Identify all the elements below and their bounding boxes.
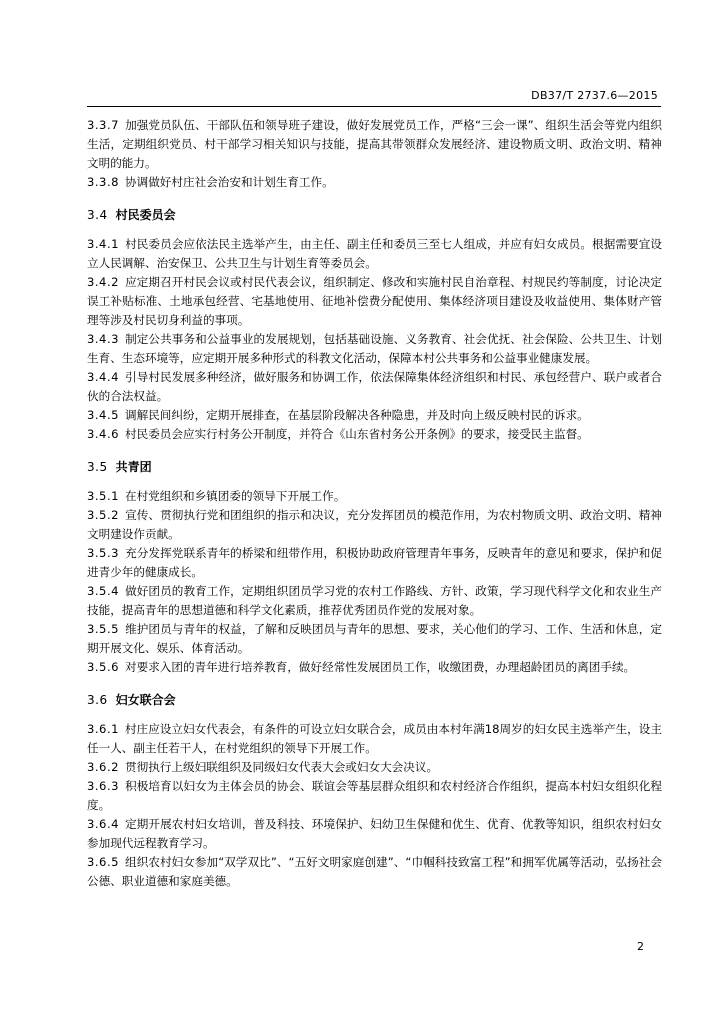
clause-paragraph [87, 658, 662, 677]
clause-paragraph [87, 853, 662, 891]
clause-text: 贯彻执行上级妇联组织及同级妇女代表大会或妇女大会决议。 [125, 760, 439, 774]
clause-text: 调解民间纠纷，定期开展排查，在基层阶段解决各种隐患，并及时向上级反映村民的诉求。 [125, 408, 589, 422]
document-id: DB37/T 2737.6—2015 [531, 89, 658, 102]
clause-number: 3.3.7 [87, 118, 119, 132]
clause-text: 积极培育以妇女为主体会员的协会、联谊会等基层群众组织和农村经济合作组织，提高本村妇女组织化程度。 [87, 779, 662, 812]
clause-number: 3.4.5 [87, 408, 119, 422]
section-number: 3.6 [87, 693, 108, 707]
clause-paragraph [87, 173, 662, 192]
clause-text: 加强党员队伍、干部队伍和领导班子建设，做好发展党员工作，严格“三会一课”、组织生活会等党内组织生活，定期组织党员、村干部学习相关知识与技能，提高其带领群众发展经济、建设物质文明、政治文明、精神文明的能力。 [87, 118, 662, 170]
clause-text: 定期开展农村妇女培训，普及科技、环境保护、妇幼卫生保健和优生、优育、优教等知识，组织农村妇女参加现代远程教育学习。 [87, 817, 662, 850]
clause-paragraph [87, 815, 662, 853]
clause-paragraph [87, 330, 662, 368]
document-body [87, 116, 662, 891]
section-title: 共青团 [115, 460, 152, 474]
clause-number: 3.4.3 [87, 332, 119, 346]
clause-paragraph [87, 235, 662, 273]
section-number: 3.5 [87, 460, 108, 474]
clause-text: 宣传、贯彻执行党和团组织的指示和决议，充分发挥团员的模范作用，为农村物质文明、政治文明、精神文明建设作贡献。 [87, 508, 662, 541]
clause-number: 3.4.1 [87, 237, 119, 251]
section-title: 村民委员会 [115, 208, 176, 222]
clause-paragraph [87, 425, 662, 444]
clause-text: 组织农村妇女参加“双学双比”、“五好文明家庭创建”、“巾帼科技致富工程”和拥军优属等活动，弘扬社会公德、职业道德和家庭美德。 [87, 855, 662, 888]
clause-paragraph [87, 620, 662, 658]
clause-number: 3.5.2 [87, 508, 119, 522]
clause-paragraph [87, 720, 662, 758]
section-heading [87, 458, 662, 477]
clause-number: 3.5.3 [87, 546, 119, 560]
page-number: 2 [637, 940, 644, 953]
clause-number: 3.4.4 [87, 370, 119, 384]
clause-number: 3.5.5 [87, 622, 119, 636]
section-heading [87, 206, 662, 225]
clause-number: 3.4.2 [87, 275, 119, 289]
section-number: 3.4 [87, 208, 108, 222]
clause-paragraph [87, 506, 662, 544]
clause-paragraph [87, 368, 662, 406]
clause-text: 在村党组织和乡镇团委的领导下开展工作。 [125, 489, 346, 503]
header-rule [87, 106, 661, 107]
clause-number: 3.6.2 [87, 760, 119, 774]
clause-text: 村民委员会应依法民主选举产生，由主任、副主任和委员三至七人组成，并应有妇女成员。根据需要宜设立人民调解、治安保卫、公共卫生与计划生育等委员会。 [87, 237, 662, 270]
clause-number: 3.6.5 [87, 855, 119, 869]
clause-paragraph [87, 273, 662, 330]
clause-number: 3.3.8 [87, 175, 119, 189]
clause-text: 维护团员与青年的权益，了解和反映团员与青年的思想、要求，关心他们的学习、工作、生活和休息，定期开展文化、娱乐、体育活动。 [87, 622, 662, 655]
clause-text: 充分发挥党联系青年的桥梁和纽带作用，积极协助政府管理青年事务，反映青年的意见和要求，保护和促进青少年的健康成长。 [87, 546, 662, 579]
clause-number: 3.6.3 [87, 779, 119, 793]
clause-paragraph [87, 758, 662, 777]
clause-text: 制定公共事务和公益事业的发展规划，包括基础设施、义务教育、社会优抚、社会保险、公共卫生、计划生育、生态环境等，应定期开展多种形式的科教文化活动，保障本村公共事务和公益事业健康发展。 [87, 332, 662, 365]
clause-number: 3.5.4 [87, 584, 119, 598]
clause-text: 引导村民发展多种经济，做好服务和协调工作，依法保障集体经济组织和村民、承包经营户、联户或者合伙的合法权益。 [87, 370, 662, 403]
clause-number: 3.4.6 [87, 427, 119, 441]
clause-text: 做好团员的教育工作，定期组织团员学习党的农村工作路线、方针、政策，学习现代科学文化和农业生产技能，提高青年的思想道德和科学文化素质，推荐优秀团员作党的发展对象。 [87, 584, 662, 617]
clause-paragraph [87, 406, 662, 425]
clause-text: 村庄应设立妇女代表会，有条件的可设立妇女联合会，成员由本村年满18周岁的妇女民主选举产生，设主任一人、副主任若干人，在村党组织的领导下开展工作。 [87, 722, 662, 755]
clause-number: 3.5.1 [87, 489, 119, 503]
clause-text: 应定期召开村民会议或村民代表会议，组织制定、修改和实施村民自治章程、村规民约等制度，讨论决定误工补贴标准、土地承包经营、宅基地使用、征地补偿费分配使用、集体经济项目建设及收益使用、集体财产管理等涉及村民切身利益的事项。 [87, 275, 662, 327]
clause-text: 村民委员会应实行村务公开制度，并符合《山东省村务公开条例》的要求，接受民主监督。 [125, 427, 589, 441]
clause-paragraph [87, 544, 662, 582]
clause-text: 协调做好村庄社会治安和计划生育工作。 [125, 175, 334, 189]
section-title: 妇女联合会 [115, 693, 176, 707]
clause-paragraph [87, 777, 662, 815]
clause-paragraph [87, 487, 662, 506]
clause-number: 3.5.6 [87, 660, 119, 674]
clause-number: 3.6.1 [87, 722, 119, 736]
clause-text: 对要求入团的青年进行培养教育，做好经常性发展团员工作，收缴团费，办理超龄团员的离团手续。 [125, 660, 636, 674]
clause-paragraph [87, 116, 662, 173]
clause-paragraph [87, 582, 662, 620]
clause-number: 3.6.4 [87, 817, 119, 831]
section-heading [87, 691, 662, 710]
